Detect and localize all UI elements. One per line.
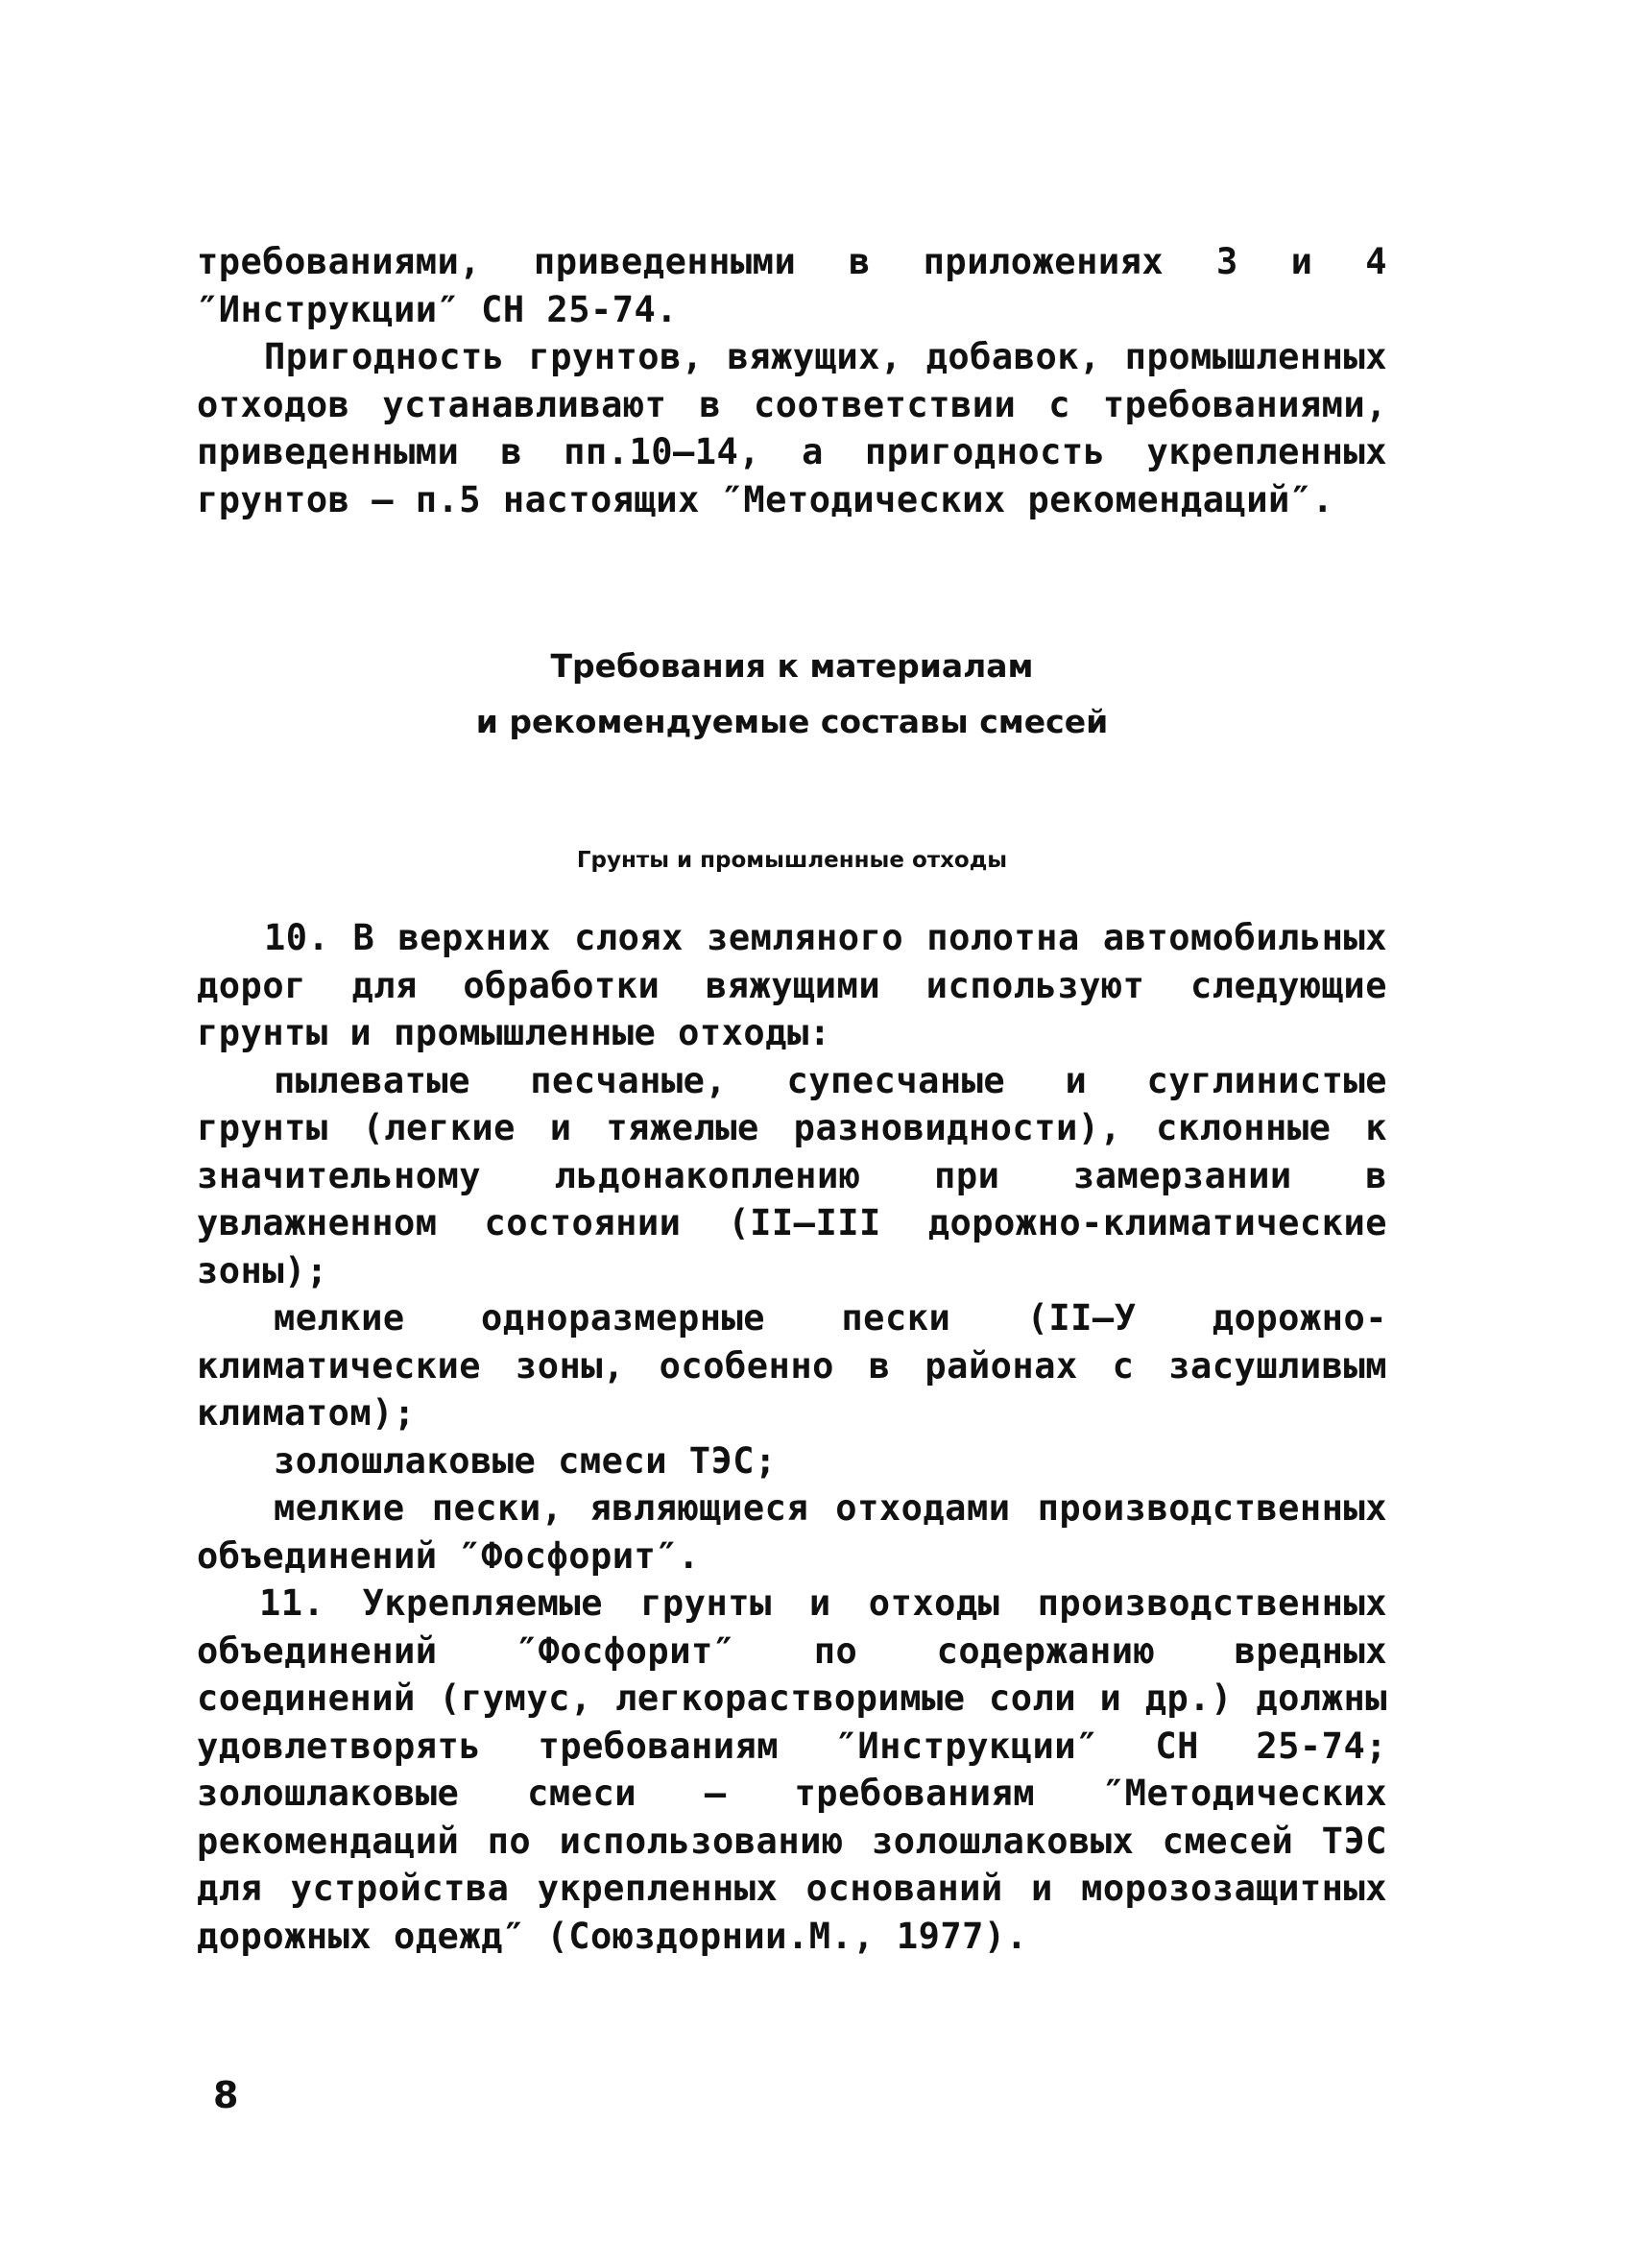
page-number: 8 <box>213 2074 239 2116</box>
section-title-line-2: и рекомендуемые составы смесей <box>475 703 1109 740</box>
list-item-silty-soils: пылеватые песчаные, супесчаные и суглинистые грунты (легкие и тяжелые разновидности), склонные к значительному льдонакоплению при замерзании в увлажненном состоянии (II–III дорожно-климатические зоны); <box>197 1059 1387 1291</box>
list-item-phosphorite-sands: мелкие пески, являющиеся отходами производственных объединений ″Фосфорит″. <box>197 1487 1387 1577</box>
list-item-ash-slag: золошлаковые смеси ТЭС; <box>274 1439 777 1482</box>
section-title <box>197 639 1387 750</box>
paragraph-11: 11. Укрепляемые грунты и отходы производственных объединений ″Фосфорит″ по содержанию вредных соединений (гумус, легкорастворимые соли и др.) должны удовлетворять требованиям ″Инструкции″ СН 25-74; золошлаковые смеси – требованиям ″Методических рекомендаций по использованию золошлаковых смесей ТЭС для устройства укрепленных оснований и морозозащитных дорожных одежд″ (Союздорнии.М., 1977). <box>197 1582 1387 1957</box>
intro-block <box>197 238 1387 523</box>
intro-paragraph-suitability: Пригодность грунтов, вяжущих, добавок, промышленных отходов устанавливают в соответствии с требованиями, приведенными в пп.10–14, а пригодность укрепленных грунтов – п.5 настоящих ″Методических рекомендаций″. <box>197 336 1387 520</box>
paragraph-10: 10. В верхних слоях земляного полотна автомобильных дорог для обработки вяжущими используют следующие грунты и промышленные отходы: <box>197 917 1387 1053</box>
section-subtitle: Грунты и промышленные отходы <box>576 848 1008 873</box>
list-item-fine-sands: мелкие одноразмерные пески (II–У дорожно-климатические зоны, особенно в районах с засушливым климатом); <box>197 1297 1387 1434</box>
body-block <box>197 914 1387 1960</box>
intro-paragraph-continued: требованиями, приведенными в приложениях 3 и 4 ″Инструкции″ СН 25-74. <box>197 241 1387 330</box>
section-title-line-1: Требования к материалам <box>550 647 1034 685</box>
